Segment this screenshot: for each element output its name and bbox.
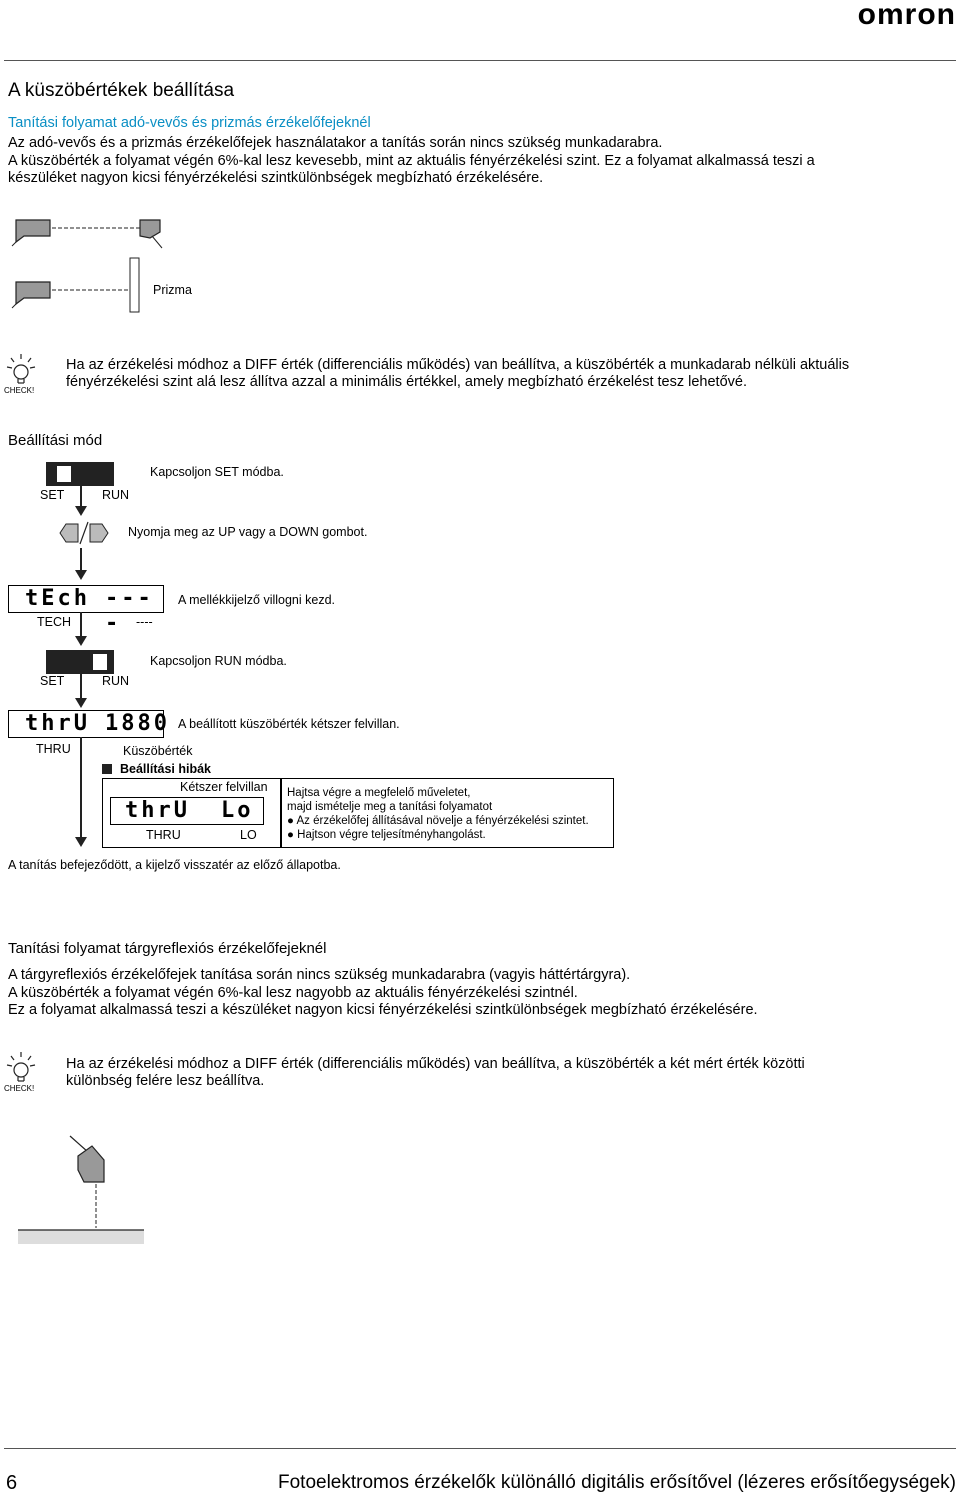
- step-2-text: Nyomja meg az UP vagy a DOWN gombot.: [128, 525, 368, 539]
- error-square-icon: [102, 764, 112, 774]
- emitter-head-icon: [12, 220, 50, 246]
- paragraph-2-line-2: A küszöbérték a folyamat végén 6%-kal lesz nagyobb az aktuális fényérzékelési szintnél.: [8, 985, 578, 1001]
- sub-display-text: Lo: [221, 798, 254, 823]
- display-thru: [8, 710, 170, 738]
- paragraph-2-line-3: Ez a folyamat alkalmassá teszi a készüléket nagyon kicsi fényérzékelési szintkülönbségek megbízható érzékelésére.: [8, 1002, 758, 1018]
- finish-text: A tanítás befejeződött, a kijelző visszatér az előző állapotba.: [8, 858, 341, 872]
- check-icon-2: [4, 1050, 38, 1096]
- error-blink-text: Kétszer felvillan: [180, 780, 268, 794]
- check-note-2-line-2: különbség felére lesz beállítva.: [66, 1073, 265, 1089]
- display-tech: [8, 585, 164, 636]
- main-display-text: tEch: [25, 586, 90, 611]
- paragraph-1-line-2: A küszöbérték a folyamat végén 6%-kal lesz kevesebb, mint az aktuális fényérzékelési szint. Ez a folyamat alkalmassá teszi a: [8, 153, 815, 169]
- page-number: 6: [6, 1472, 18, 1494]
- switch-run-label: RUN: [102, 488, 130, 502]
- mode-switch-set[interactable]: [46, 462, 114, 486]
- subsection-title-2: Tanítási folyamat tárgyreflexiós érzékelőfejeknél: [8, 940, 327, 957]
- subsection-title-1: Tanítási folyamat adó-vevős és prizmás érzékelőfejeknél: [8, 115, 371, 131]
- main-display-text: thrU: [125, 798, 190, 823]
- mode-switch-run[interactable]: [46, 650, 114, 674]
- display-tech-sub-label: ----: [136, 615, 153, 629]
- display-thru-lo-label: THRU: [146, 828, 181, 842]
- switch-run-label-2: RUN: [102, 674, 130, 688]
- check-icon: [4, 352, 38, 398]
- check-label: CHECK!: [4, 386, 35, 395]
- header-divider: [4, 60, 956, 61]
- check-note-1-line-2: fényérzékelési szint alá lesz állítva azzal a minimális értékkel, amely megbízható érzékelést tesz lehetővé.: [66, 374, 747, 390]
- display-tech-label: TECH: [37, 615, 72, 629]
- paragraph-1-line-1: Az adó-vevős és a prizmás érzékelőfejek használatakor a tanítás során nincs szükség munkadarabra.: [8, 135, 663, 151]
- flow-arrow-3: [80, 612, 82, 636]
- prism-reflector: [130, 258, 139, 312]
- flow-arrowhead-5: [75, 837, 87, 847]
- up-down-buttons[interactable]: [54, 520, 114, 546]
- main-display-text: thrU: [25, 711, 90, 736]
- omron-logo: omron: [857, 0, 956, 31]
- down-button-icon: [60, 524, 78, 542]
- step-1-text: Kapcsoljon SET módba.: [150, 465, 284, 479]
- flow-arrowhead-2: [75, 570, 87, 580]
- flow-arrow-2: [80, 548, 82, 570]
- check-note-2-line-1: Ha az érzékelési módhoz a DIFF érték (differenciális működés) van beállítva, a küszöbérték a két mért érték közötti: [66, 1056, 805, 1072]
- flow-arrowhead-3: [75, 636, 87, 646]
- prism-label: Prizma: [153, 283, 192, 297]
- sub-display-text: ----: [105, 586, 154, 636]
- up-button-icon: [90, 524, 108, 542]
- step-5-text: A beállított küszöbérték kétszer felvillan.: [178, 717, 400, 731]
- display-thru-lo: [110, 797, 264, 825]
- remedy-bullet-1-text: Az érzékelőfej állításával növelje a fényérzékelési szintet.: [296, 815, 589, 827]
- remedy-bullet-1: ● Az érzékelőfej állításával növelje a fényérzékelési szintet.: [287, 815, 589, 827]
- footer-divider: [4, 1448, 956, 1449]
- setting-mode-title: Beállítási mód: [8, 432, 103, 449]
- remedy-line-2: majd ismételje meg a tanítási folyamatot: [287, 801, 493, 813]
- background-surface: [18, 1230, 144, 1244]
- threshold-label: Küszöbérték: [123, 744, 193, 758]
- flow-arrowhead-4: [75, 698, 87, 708]
- remedy-bullet-2: ● Hajtson végre teljesítményhangolást.: [287, 829, 486, 841]
- check-note-1-line-1: Ha az érzékelési módhoz a DIFF érték (differenciális működés) van beállítva, a küszöbérték a munkadarab nélküli aktuális: [66, 357, 850, 373]
- sub-display-text: 1880: [105, 711, 170, 736]
- step-4-text: Kapcsoljon RUN módba.: [150, 654, 287, 668]
- check-label-2: CHECK!: [4, 1084, 35, 1093]
- switch-set-label: SET: [40, 488, 65, 502]
- display-lo-label: LO: [240, 828, 257, 842]
- remedy-line-1: Hajtsa végre a megfelelő műveletet,: [287, 787, 471, 799]
- paragraph-2-line-1: A tárgyreflexiós érzékelőfejek tanítása során nincs szükség munkadarabra (vagyis háttértárgyra).: [8, 967, 631, 983]
- switch-set-label-2: SET: [40, 674, 65, 688]
- retroreflective-head-icon: [12, 282, 50, 308]
- footer-title: Fotoelektromos érzékelők különálló digitális erősítővel (lézeres erősítőegységek): [278, 1472, 956, 1493]
- flow-arrow-5: [80, 737, 82, 837]
- remedy-bullet-2-text: Hajtson végre teljesítményhangolást.: [297, 829, 486, 841]
- diffuse-sensor-diagram: [18, 1130, 148, 1248]
- section-title: A küszöbértékek beállítása: [8, 80, 235, 101]
- flow-arrowhead-1: [75, 506, 87, 516]
- receiver-head-icon: [140, 220, 162, 248]
- error-title: Beállítási hibák: [120, 762, 212, 776]
- flow-arrow-1: [80, 486, 82, 506]
- step-3-text: A mellékkijelző villogni kezd.: [178, 593, 336, 607]
- sensor-heads-diagram: [10, 210, 210, 315]
- paragraph-1-line-3: készüléket nagyon kicsi fényérzékelési szintkülönbségek megbízható érzékelésére.: [8, 170, 544, 186]
- display-thru-label: THRU: [36, 742, 71, 756]
- flow-arrow-4: [80, 674, 82, 698]
- diffuse-head-icon: [78, 1146, 104, 1182]
